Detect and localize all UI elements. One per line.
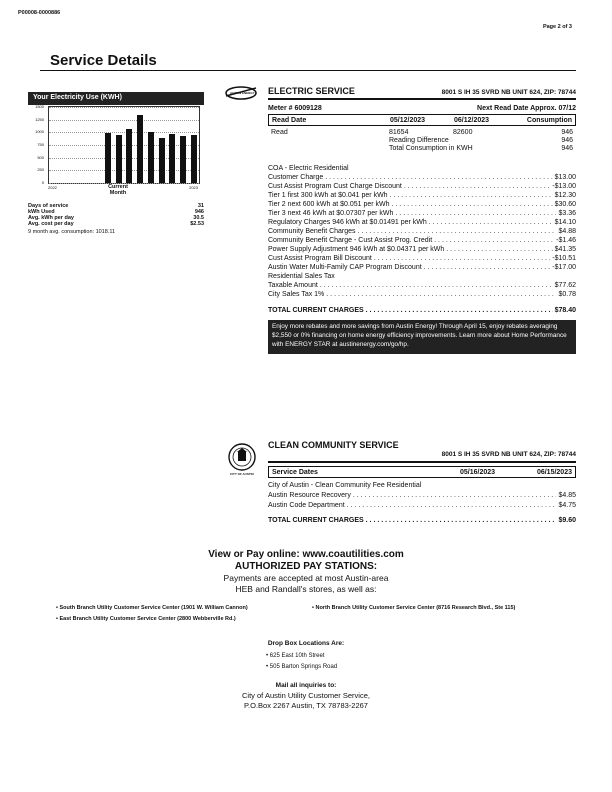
y-tick-label: 1500 [35,104,44,109]
payments-accepted: Payments are accepted at most Austin-area [223,573,389,583]
page-title: Service Details [50,52,157,69]
service-dates-header: Service Dates 05/16/2023 06/15/2023 [268,466,576,478]
charge-row: Community Benefit Charge - Cust Assist Prog. Credit . . . -$1.46 [268,237,576,244]
usage-bar [180,136,186,183]
charge-row: Customer Charge . . . $13.00 [268,174,576,181]
tax-row: Taxable Amount . . . $77.62 [268,282,576,289]
stat-row: Avg. kWh per day 30.5 [28,215,204,221]
clean-section: City of Austin - Clean Community Fee Residential [268,482,422,489]
charge-row: Tier 3 next 46 kWh at $0.07307 per kWh . . . $3.36 [268,210,576,217]
chart-gridline [49,170,199,171]
usage-bar [159,138,165,183]
electric-total: TOTAL CURRENT CHARGES . . . $78.40 [268,307,576,314]
chart-gridline [49,145,199,146]
drop-box-section [0,640,612,647]
heb-stores: HEB and Randall's stores, as well as: [235,584,377,594]
sales-tax-header: Residential Sales Tax [268,273,335,280]
drop-list [266,651,337,673]
diff-row: Reading Difference 946 [389,137,573,144]
center-north: • North Branch Utility Customer Service Center (8716 Research Blvd., Ste 115) [312,605,516,611]
charge-row: Austin Resource Recovery . . . $4.85 [268,492,576,499]
usage-bar [169,134,175,183]
usage-bar [105,133,111,183]
charge-row: Tier 1 first 300 kWh at $0.041 per kWh . . . $12.30 [268,192,576,199]
view-pay-online: View or Pay online: www.coautilities.com [208,549,404,560]
charge-row: Community Benefit Charges . . . $4.88 [268,228,576,235]
footer [0,549,612,595]
center-south: • South Branch Utility Customer Service Center (1901 W. William Cannon) [56,605,248,611]
read-row: Read 81654 82600 946 [271,129,573,136]
usage-bar [137,115,143,183]
y-tick-label: 250 [37,167,44,173]
clean-title: CLEAN COMMUNITY SERVICE [268,440,399,450]
stat-row: Days of service 31 [28,203,204,209]
y-tick-label: 750 [37,142,44,147]
center-east: • East Branch Utility Customer Service Center (2800 Webberville Rd.) [56,616,236,622]
charge-row: Austin Code Department . . . $4.75 [268,502,576,509]
drop-location: • 505 Barton Springs Road [266,664,338,670]
promo-banner: Enjoy more rebates and more savings from Austin Energy! Through April 15, enjoy rebates averaging $2,550 or 0% financing on home energy efficiency improvements. Learn more about Home Performance with ENERGY STAR at austinenergy.com/go/hp. [268,320,576,354]
charge-row: Cust Assist Program Cust Charge Discount . . . -$13.00 [268,183,576,190]
drop-location: • 625 East 10th Street [266,653,325,659]
avg-note: 9 month avg. consumption: 1018.11 [28,229,116,235]
usage-bar [116,135,122,183]
usage-stats [28,203,204,235]
chart-gridline [49,120,199,121]
charge-row: Tier 2 next 600 kWh at $0.051 per kWh . . . $30.60 [268,201,576,208]
clean-community-service [268,440,576,524]
read-header: Read Date 05/12/2023 06/12/2023 Consumption [268,114,576,126]
mail-section [0,681,612,711]
usage-chart [48,106,200,184]
clean-total: TOTAL CURRENT CHARGES . . . $9.60 [268,517,576,524]
chart-caption: Current Month [108,184,128,196]
usage-panel [28,92,204,274]
chart-gridline [49,158,199,159]
meter-number: Meter # 6009128 [268,105,322,112]
chart-gridline [49,132,199,133]
electric-address: 8001 S IH 35 SVRD NB UNIT 624, ZIP: 78744 [441,89,576,96]
electric-section: COA - Electric Residential [268,165,349,172]
austin-energy-logo: AUSTIN ENERGY [224,84,258,102]
clean-address: 8001 S IH 35 SVRD NB UNIT 624, ZIP: 78744 [441,451,576,458]
page-number: Page 2 of 3 [542,24,572,30]
usage-bar [191,135,197,183]
chart-y-axis [28,106,46,184]
x-label-start: 2022 [48,185,57,190]
charge-row: Austin Water Multi-Family CAP Program Discount . . . -$17.00 [268,264,576,271]
electric-charges [268,174,576,271]
account-id: P00008-0000886 [18,10,61,16]
y-tick-label: 1250 [35,116,44,122]
charge-row: Power Supply Adjustment 946 kWh at $0.04371 per kWh . . . $41.35 [268,246,576,253]
y-tick-label: 0 [41,180,44,185]
mail-line-2: P.O.Box 2267 Austin, TX 78783-2267 [244,701,368,710]
title-rule [40,70,576,71]
electric-service [268,86,576,354]
charge-row: Regulatory Charges 946 kWh at $0.01491 per kWh . . . $14.10 [268,219,576,226]
usage-title: Your Electricity Use (KWH) [28,92,204,105]
charge-row: Cust Assist Program Bill Discount . . . -$10.51 [268,255,576,262]
city-seal: CITY OF AUSTIN [228,439,256,477]
stat-row: kWh Used 946 [28,209,204,215]
electric-title: ELECTRIC SERVICE [268,86,355,96]
pay-stations-title: AUTHORIZED PAY STATIONS: [234,561,378,572]
y-tick-label: 1000 [35,129,44,135]
next-read-date: Next Read Date Approx. 07/12 [477,105,576,112]
drop-title: Drop Box Locations Are: [267,640,345,647]
x-label-end: 2023 [189,185,198,190]
chart-gridline [49,107,199,108]
stat-row: Avg. cost per day $2.53 [28,221,204,227]
usage-bar [126,129,132,183]
total-kwh-row: Total Consumption in KWH 946 [389,145,573,152]
y-tick-label: 500 [37,154,44,160]
tax-row: City Sales Tax 1% . . . $0.78 [268,291,576,298]
mail-line-1: City of Austin Utility Customer Service, [242,691,370,700]
usage-bar [148,132,154,183]
mail-title: Mail all inquiries to: [275,682,337,689]
